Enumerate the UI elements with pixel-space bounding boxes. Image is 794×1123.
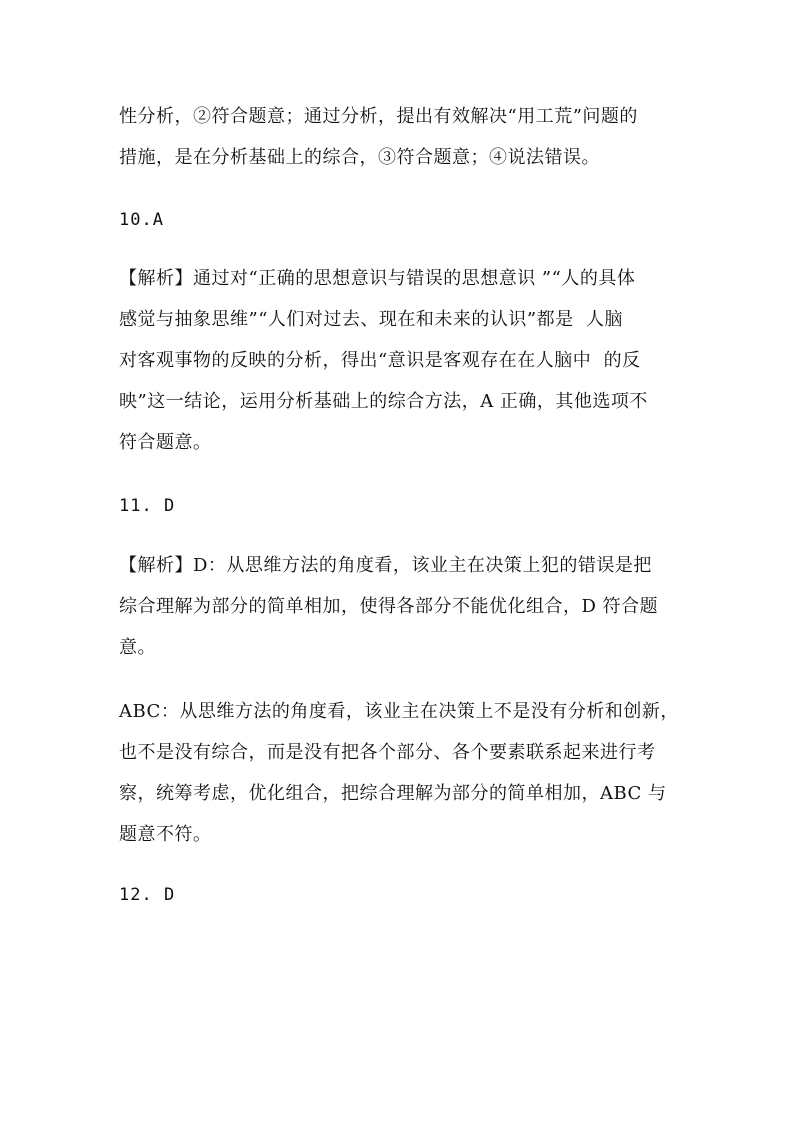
question-11-note bbox=[119, 701, 679, 846]
text-line: 性分析，②符合题意；通过分析，提出有效解决“用工荒”问题的 bbox=[119, 106, 638, 127]
text-line: 题意不符。 bbox=[119, 824, 212, 845]
text-line: 【解析】通过对“正确的思想意识与错误的思想意识 ”“人的具体 bbox=[119, 268, 636, 289]
text-line: 【解析】D：从思维方法的角度看，该业主在决策上犯的错误是把 bbox=[119, 555, 652, 576]
text-line: 察，统筹考虑，优化组合，把综合理解为部分的简单相加，ABC 与 bbox=[119, 783, 667, 804]
text-line: 感觉与抽象思维”“人们对过去、现在和未来的认识”都是 人脑 bbox=[119, 309, 624, 330]
text-line: 意。 bbox=[119, 637, 156, 658]
text-line: 措施，是在分析基础上的综合，③符合题意；④说法错误。 bbox=[119, 147, 600, 168]
answer-label: 12. D bbox=[119, 885, 176, 905]
text-line: 符合题意。 bbox=[119, 432, 212, 453]
text-line: ABC：从思维方法的角度看，该业主在决策上不是没有分析和创新， bbox=[119, 701, 679, 722]
text-line: 也不是没有综合，而是没有把各个部分、各个要素联系起来进行考 bbox=[119, 742, 656, 763]
answer-label: 10.A bbox=[119, 210, 164, 230]
question-12-answer bbox=[119, 884, 679, 906]
question-10-explanation bbox=[119, 268, 679, 454]
question-11-answer bbox=[119, 495, 679, 517]
question-10-answer bbox=[119, 209, 679, 231]
text-line: 对客观事物的反映的分析，得出“意识是客观存在在人脑中 的反 bbox=[119, 350, 641, 371]
answer-label: 11. D bbox=[119, 496, 176, 516]
question-11-explanation bbox=[119, 555, 679, 659]
text-line: 映”这一结论，运用分析基础上的综合方法，A 正确，其他选项不 bbox=[119, 391, 648, 412]
previous-explanation-continuation bbox=[119, 106, 679, 169]
text-line: 综合理解为部分的简单相加，使得各部分不能优化组合，D 符合题 bbox=[119, 596, 659, 617]
